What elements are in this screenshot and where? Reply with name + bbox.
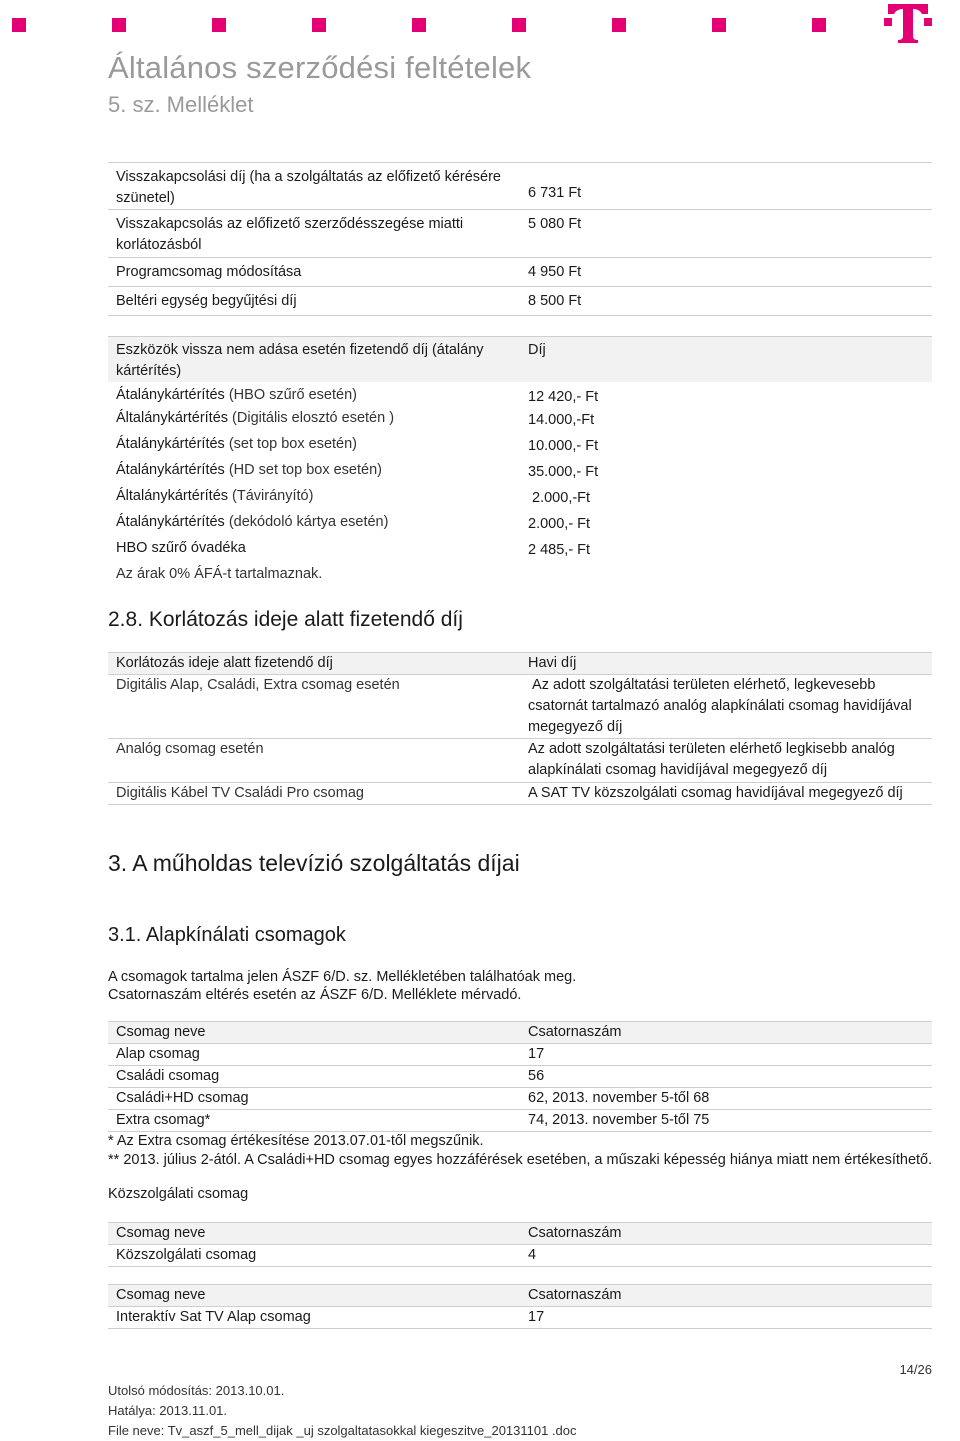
brand-dots: [0, 18, 960, 32]
table-header-row: [108, 1022, 932, 1044]
row-value: Az adott szolgáltatási területen elérhető legkisebb analóg alapkínálati csomag havidíjával megegyező díj: [528, 741, 895, 778]
table-header-row: [108, 337, 932, 383]
table-row: [108, 408, 932, 434]
table-row: [108, 287, 932, 316]
row-label-bold: Programcsomag módosítása: [116, 264, 302, 280]
table-row: [108, 382, 932, 408]
brand-dot: [112, 18, 126, 32]
table-row: [108, 434, 932, 460]
table-row: [108, 163, 932, 210]
row-value: 6 731 Ft: [528, 185, 582, 201]
deposit-table: [108, 336, 932, 590]
header-value: Díj: [528, 342, 546, 358]
paragraph: Csatornaszám eltérés esetén az ÁSZF 6/D. Melléklete mérvadó.: [108, 987, 522, 1003]
header-label: Korlátozás ideje alatt fizetendő díj: [116, 655, 333, 671]
row-label-bold: Átalánykártérítés: [116, 436, 225, 452]
subsection-heading: 3.1. Alapkínálati csomagok: [108, 924, 346, 946]
channel-count: 17: [528, 1309, 545, 1325]
table-row: [108, 258, 932, 287]
package-table: [108, 1021, 932, 1132]
row-label-rest: (HD set top box esetén): [224, 462, 382, 478]
row-value: 5 080 Ft: [528, 216, 582, 232]
header-label: Eszközök vissza nem adása esetén fizetendő díj (átalány kártérítés): [116, 342, 484, 379]
row-label-rest: (HBO szűrő esetén): [224, 387, 357, 403]
table-row: [108, 512, 932, 538]
page-number: 14/26: [899, 1362, 932, 1377]
row-value: 12 420,- Ft: [528, 389, 599, 405]
table-row: [108, 538, 932, 564]
table-row: [108, 1044, 932, 1066]
table-note-row: [108, 564, 932, 590]
row-value: 4 950 Ft: [528, 264, 582, 280]
brand-dot: [312, 18, 326, 32]
row-label-bold: Visszakapcsolás: [116, 216, 223, 232]
brand-dot: [212, 18, 226, 32]
footnote: ** 2013. július 2-ától. A Családi+HD csomag egyes hozzáférések esetében, a műszaki képesség hiánya miatt nem értékesíthető.: [108, 1152, 933, 1168]
row-label-bold: Átalánykártérítés: [116, 462, 225, 478]
channel-count: 62, 2013. november 5-től 68: [528, 1090, 710, 1106]
table-row: [108, 1245, 932, 1267]
column-header: Csomag neve: [116, 1024, 206, 1040]
package-name: Interaktív Sat TV Alap csomag: [116, 1309, 311, 1325]
brand-dot: [612, 18, 626, 32]
brand-dot: [12, 18, 26, 32]
row-label-rest: (dekódoló kártya esetén): [224, 514, 389, 530]
brand-dot: [412, 18, 426, 32]
row-value: 8 500 Ft: [528, 293, 582, 309]
column-header: Csatornaszám: [528, 1024, 622, 1040]
row-label: Digitális Alap, Családi, Extra csomag esetén: [116, 677, 400, 693]
table-row: [108, 783, 932, 805]
paragraph: A csomagok tartalma jelen ÁSZF 6/D. sz. Mellékletében találhatóak meg.: [108, 969, 577, 985]
subsection-heading: Közszolgálati csomag: [108, 1186, 249, 1202]
channel-count: 17: [528, 1046, 545, 1062]
row-label-bold: Általánykártérítés: [116, 410, 229, 426]
table-row: [108, 1066, 932, 1088]
footer-effective: Hatálya: 2013.11.01.: [108, 1403, 228, 1418]
channel-count: 74, 2013. november 5-től 75: [528, 1112, 710, 1128]
vat-note: Az árak 0% ÁFÁ-t tartalmaznak.: [116, 566, 323, 582]
row-value: 2.000,- Ft: [528, 516, 591, 532]
channel-count: 4: [528, 1247, 537, 1263]
table-row: [108, 739, 932, 783]
table-row: [108, 1088, 932, 1110]
column-header: Csatornaszám: [528, 1287, 622, 1303]
row-value: 2.000,-Ft: [528, 490, 591, 506]
restriction-fee-table: [108, 652, 932, 805]
public-package-table: [108, 1222, 932, 1267]
row-label-rest: (set top box esetén): [224, 436, 357, 452]
table-row: [108, 460, 932, 486]
table-header-row: [108, 653, 932, 675]
row-value: 2 485,- Ft: [528, 542, 591, 558]
interactive-package-table: [108, 1284, 932, 1329]
row-label-bold: HBO szűrő óvadéka: [116, 540, 246, 556]
row-value: 10.000,- Ft: [528, 438, 599, 454]
table-row: [108, 1307, 932, 1329]
row-label-bold: Beltéri egység begyűjtési díj: [116, 293, 297, 309]
brand-dot: [712, 18, 726, 32]
page-title: Általános szerződési feltételek: [108, 50, 532, 85]
row-label-bold: Átalánykártérítés: [116, 514, 225, 530]
row-label: Analóg csomag esetén: [116, 741, 264, 757]
telekom-t-icon: [878, 4, 938, 44]
fee-table: [108, 162, 932, 316]
row-label-bold: Visszakapcsolási díj: [116, 169, 246, 185]
column-header: Csatornaszám: [528, 1225, 622, 1241]
channel-count: 56: [528, 1068, 545, 1084]
row-value: A SAT TV közszolgálati csomag havidíjával megegyező díj: [528, 785, 903, 801]
row-label-bold: Általánykártérítés: [116, 488, 229, 504]
footnote: * Az Extra csomag értékesítése 2013.07.01-től megszűnik.: [108, 1133, 484, 1149]
package-name: Családi+HD csomag: [116, 1090, 249, 1106]
table-row: [108, 486, 932, 512]
row-label-rest: (Távirányító): [228, 488, 314, 504]
footer-filename: File neve: Tv_aszf_5_mell_dijak _uj szolgaltatasokkal kiegeszitve_20131101 .doc: [108, 1423, 577, 1438]
row-label-rest: (Digitális elosztó esetén ): [228, 410, 395, 426]
section-heading: 2.8. Korlátozás ideje alatt fizetendő díj: [108, 608, 463, 631]
table-row: [108, 210, 932, 258]
section-heading: 3. A műholdas televízió szolgáltatás díjai: [108, 850, 520, 876]
table-header-row: [108, 1285, 932, 1307]
brand-dot: [512, 18, 526, 32]
column-header: Csomag neve: [116, 1225, 206, 1241]
table-row: [108, 1110, 932, 1132]
row-label-rest: az előfizető szerződésszegése miatti korlátozásból: [116, 216, 464, 253]
package-name: Közszolgálati csomag: [116, 1247, 257, 1263]
package-name: Extra csomag*: [116, 1112, 211, 1128]
column-header: Csomag neve: [116, 1287, 206, 1303]
header-value: Havi díj: [528, 655, 577, 671]
package-name: Alap csomag: [116, 1046, 200, 1062]
row-value: Az adott szolgáltatási területen elérhető, legkevesebb csatornát tartalmazó analóg alapkínálati csomag havidíjával megegyező díj: [528, 677, 916, 735]
page-subtitle: 5. sz. Melléklet: [108, 92, 254, 117]
table-row: [108, 675, 932, 739]
package-name: Családi csomag: [116, 1068, 220, 1084]
row-label-bold: Átalánykártérítés: [116, 387, 225, 403]
row-value: 14.000,-Ft: [528, 412, 595, 428]
footer-modified: Utolsó módosítás: 2013.10.01.: [108, 1383, 285, 1398]
brand-dot: [812, 18, 826, 32]
row-label-rest: (ha a szolgáltatás az előfizető kérésére szünetel): [116, 169, 501, 206]
row-value: 35.000,- Ft: [528, 464, 599, 480]
table-header-row: [108, 1223, 932, 1245]
row-label: Digitális Kábel TV Családi Pro csomag: [116, 785, 364, 801]
